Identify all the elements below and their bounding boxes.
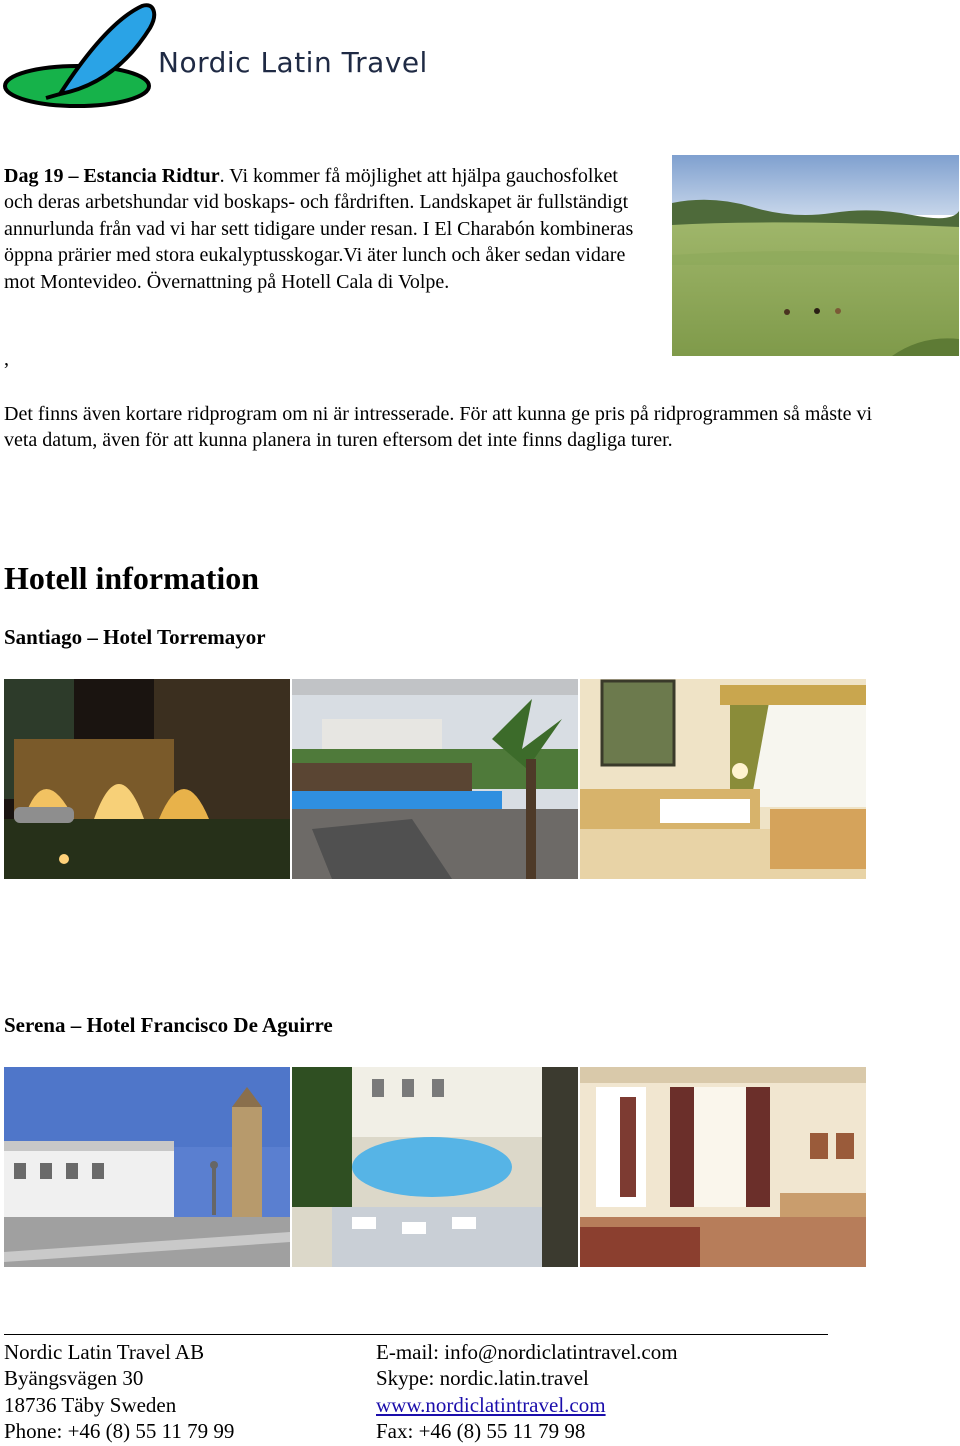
landscape-photo [672, 155, 959, 356]
footer-city: 18736 Täby Sweden [4, 1392, 177, 1417]
day-title: Dag 19 – Estancia Ridtur [4, 165, 220, 187]
footer-divider [4, 1334, 828, 1335]
photo-hotel-pool-terrace [292, 679, 578, 879]
footer-website-link[interactable]: www.nordiclatintravel.com [376, 1392, 606, 1417]
photo-hotel-courtyard-pool [292, 1067, 578, 1267]
footer-skype: Skype: nordic.latin.travel [376, 1366, 589, 1391]
photo-hotel-room [580, 1067, 866, 1267]
footer-contact [376, 1339, 678, 1444]
company-wordmark: Nordic Latin Travel [158, 46, 428, 79]
photo-hotel-bedroom [580, 679, 866, 879]
riding-info-paragraph: Det finns även kortare ridprogram om ni är intresserade. För att kunna ge pris på ridprogrammen så måste vi veta datum, även för att kunna planera in turen eftersom det inte finns dagliga turer. [4, 403, 873, 452]
hotel-info-heading: Hotell information [4, 560, 260, 596]
photo-hotel-street-view [4, 1067, 290, 1267]
hotel-title-santiago: Santiago – Hotel Torremayor [4, 625, 266, 649]
photo-hotel-exterior-night [4, 679, 290, 879]
comma-line: , [4, 348, 9, 370]
hotel-title-serena: Serena – Hotel Francisco De Aguirre [4, 1013, 333, 1037]
company-logo [2, 0, 162, 112]
footer-company: Nordic Latin Travel AB [4, 1340, 205, 1364]
footer-address [4, 1339, 234, 1444]
footer-street: Byängsvägen 30 [4, 1366, 144, 1391]
day-text: . Vi kommer få möjlighet att hjälpa gauchosfolket och deras arbetshundar vid boskaps- och fårdriften. Landskapet är fullständigt annurlunda från vad vi har sett tidigare under resan. I El Charabón kombineras öppna prärier med stora eukalyptusskogar.Vi äter lunch och åker sedan vidare mot Montevideo. Övernattning på Hotell Cala di Volpe. [4, 165, 634, 293]
day-paragraph [4, 163, 644, 295]
footer-email: E-mail: info@nordiclatintravel.com [376, 1340, 678, 1364]
footer-fax: Fax: +46 (8) 55 11 79 98 [376, 1418, 586, 1443]
footer-phone: Phone: +46 (8) 55 11 79 99 [4, 1418, 235, 1443]
